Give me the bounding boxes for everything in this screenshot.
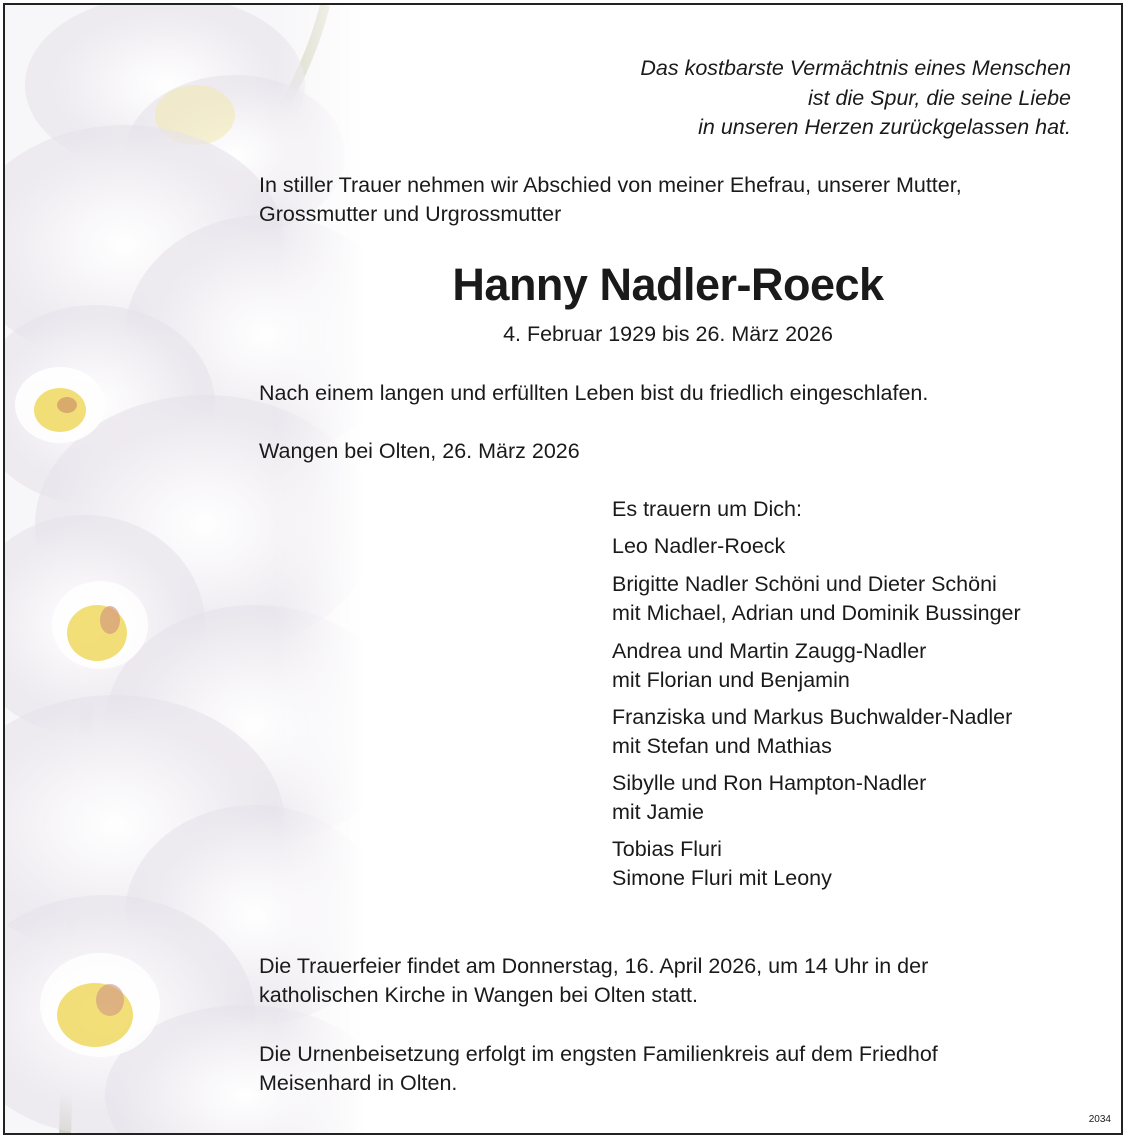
life-dates: 4. Februar 1929 bis 26. März 2026 [503,322,833,346]
burial-line-2: Meisenhard in Olten. [259,1071,458,1095]
mourner-line: Sibylle und Ron Hampton-Nadler [612,771,927,795]
mourner-line: mit Stefan und Mathias [612,734,832,758]
mourner-group [612,570,1021,628]
place-date: Wangen bei Olten, 26. März 2026 [259,439,580,463]
mourner-group [612,703,1012,761]
ceremony-line-2: katholischen Kirche in Wangen bei Olten statt. [259,983,698,1007]
mourner-line: mit Michael, Adrian und Dominik Bussinger [612,601,1021,625]
mourner-line: Simone Fluri mit Leony [612,866,832,890]
mourner-group [612,532,785,561]
deceased-name: Hanny Nadler-Roeck [452,259,884,310]
reference-number: 2034 [1088,1114,1111,1125]
mourner-line: mit Florian und Benjamin [612,668,850,692]
ceremony-line-1: Die Trauerfeier findet am Donnerstag, 16. April 2026, um 14 Uhr in der [259,954,929,978]
mourner-group [612,835,832,893]
obituary-notice [3,3,1123,1135]
intro-line-1: In stiller Trauer nehmen wir Abschied von meiner Ehefrau, unserer Mutter, [259,173,962,197]
farewell-message: Nach einem langen und erfüllten Leben bist du friedlich eingeschlafen. [259,381,929,405]
mourner-line: Brigitte Nadler Schöni und Dieter Schöni [612,572,997,596]
quote-line-2: ist die Spur, die seine Liebe [808,86,1071,110]
mourner-line: Franziska und Markus Buchwalder-Nadler [612,705,1013,729]
mourner-line: mit Jamie [612,800,704,824]
mourner-group [612,637,926,695]
quote-line-3: in unseren Herzen zurückgelassen hat. [698,115,1071,139]
mourner-line: Tobias Fluri [612,837,722,861]
intro-line-2: Grossmutter und Urgrossmutter [259,202,562,226]
quote-line-1: Das kostbarste Vermächtnis eines Menschen [640,56,1071,80]
burial-line-1: Die Urnenbeisetzung erfolgt im engsten Familienkreis auf dem Friedhof [259,1042,938,1066]
mourner-line: Andrea und Martin Zaugg-Nadler [612,639,927,663]
mourner-group [612,769,926,827]
mourners-heading: Es trauern um Dich: [612,497,802,521]
mourner-line: Leo Nadler-Roeck [612,534,786,558]
